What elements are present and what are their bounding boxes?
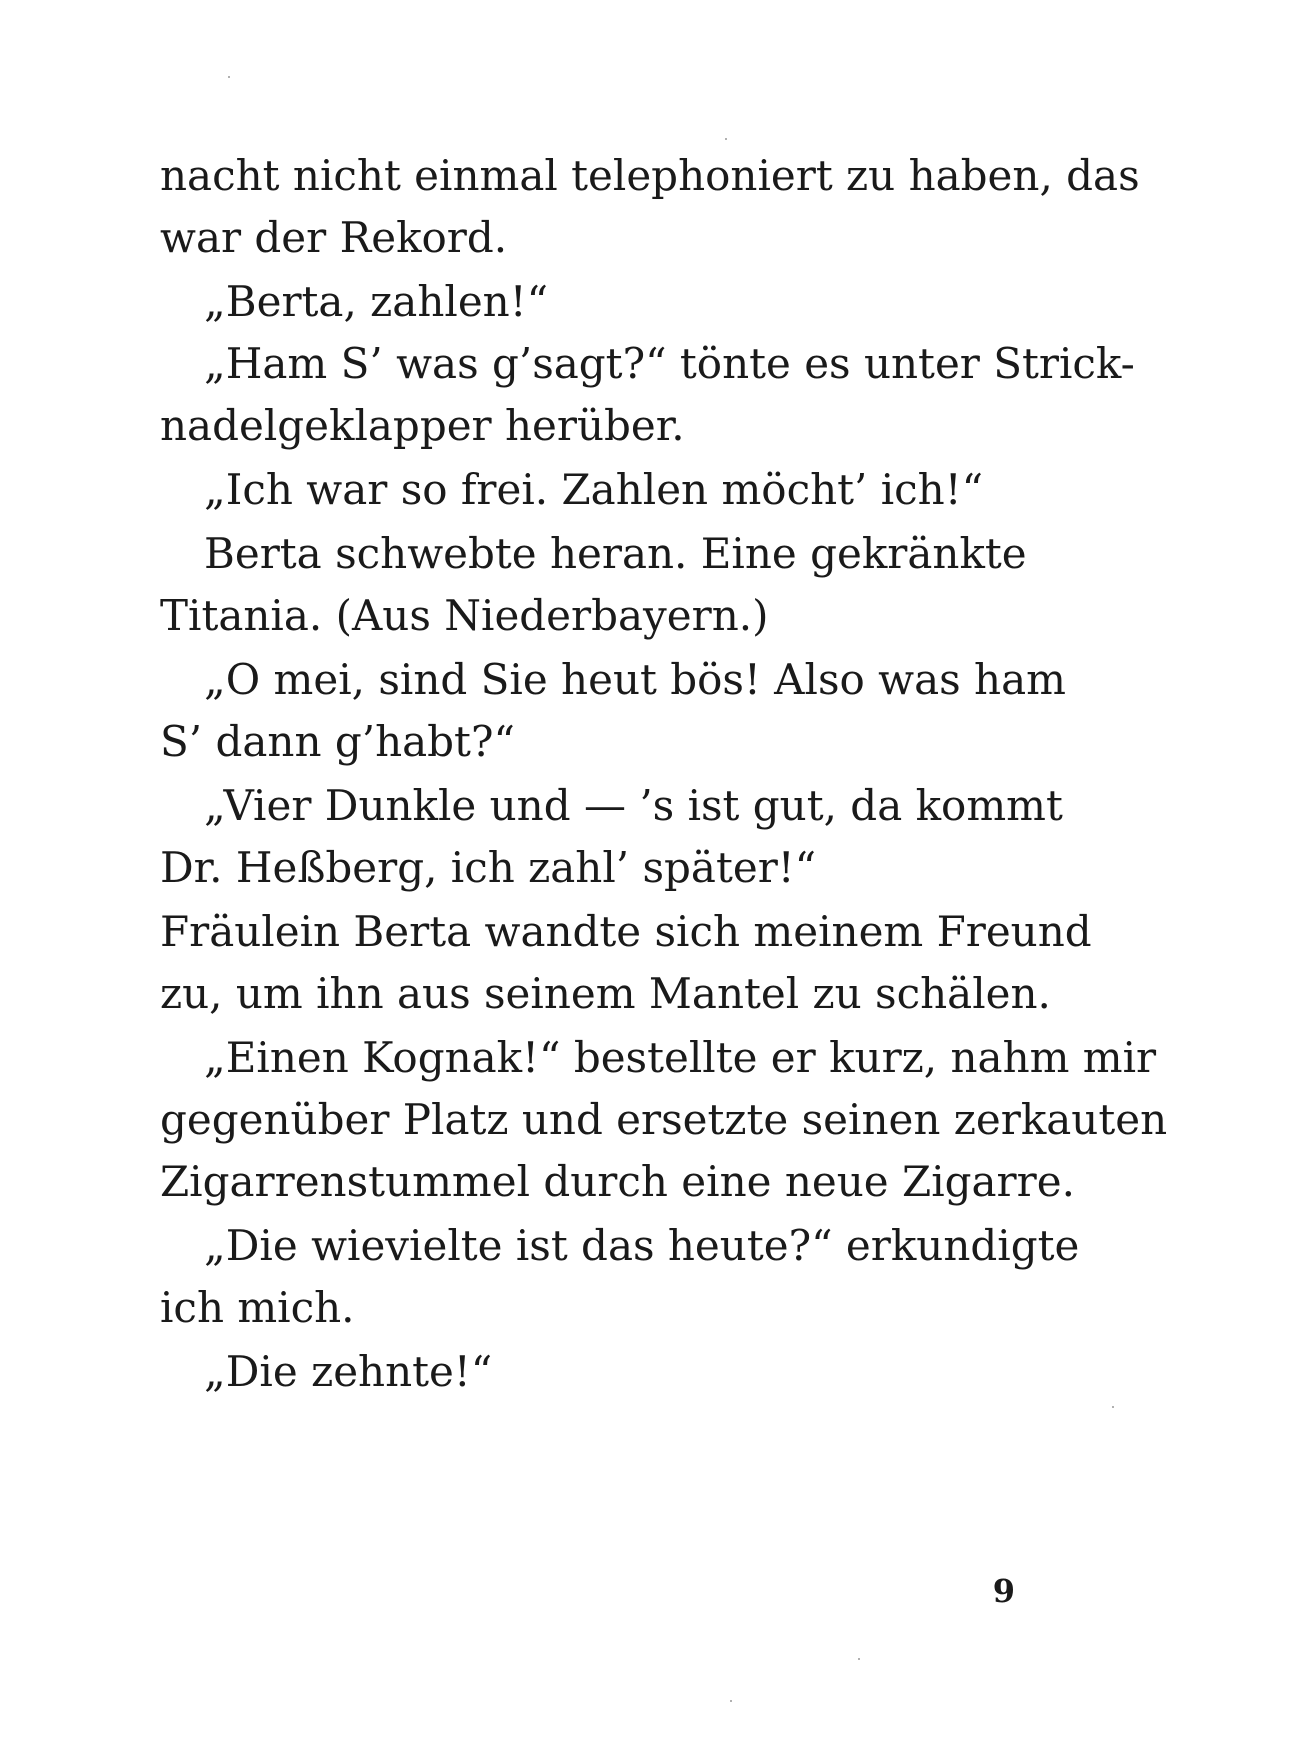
text-line: „O mei, sind Sie heut bös! Also was ham [204,655,1066,704]
text-line: Fräulein Berta wandte sich meinem Freund [160,907,1092,956]
text-line: war der Rekord. [160,213,508,262]
text-line: Zigarrenstummel durch eine neue Zigarre. [160,1157,1075,1206]
text-line: ich mich. [160,1283,355,1332]
text-line: „Einen Kognak!“ bestellte er kurz, nahm mir [204,1033,1157,1082]
scan-speck [725,138,727,140]
text-line: gegenüber Platz und ersetzte seinen zerkauten [160,1095,1168,1144]
text-line: „Vier Dunkle und — ’s ist gut, da kommt [204,781,1063,830]
text-line: Berta schwebte heran. Eine gekränkte [204,529,1027,578]
text-line: nacht nicht einmal telephoniert zu haben, das [160,151,1140,200]
text-line: Dr. Heßberg, ich zahl’ später!“ [160,843,817,892]
text-line: „Die zehnte!“ [204,1347,493,1396]
text-line: zu, um ihn aus seinem Mantel zu schälen. [160,969,1051,1018]
scan-speck [858,1658,860,1660]
text-line: „Ham S’ was g’sagt?“ tönte es unter Strick- [204,339,1135,388]
text-line: nadelgeklapper herüber. [160,401,685,450]
page-number: 9 [992,1572,1015,1610]
text-line: Titania. (Aus Niederbayern.) [160,591,769,640]
scan-speck [228,76,230,78]
scan-speck [1112,1406,1114,1408]
scan-speck [730,1700,732,1702]
text-line: „Berta, zahlen!“ [204,277,549,326]
text-line: „Die wievielte ist das heute?“ erkundigte [204,1221,1080,1270]
text-line: S’ dann g’habt?“ [160,717,515,766]
text-line: „Ich war so frei. Zahlen möcht’ ich!“ [204,465,984,514]
